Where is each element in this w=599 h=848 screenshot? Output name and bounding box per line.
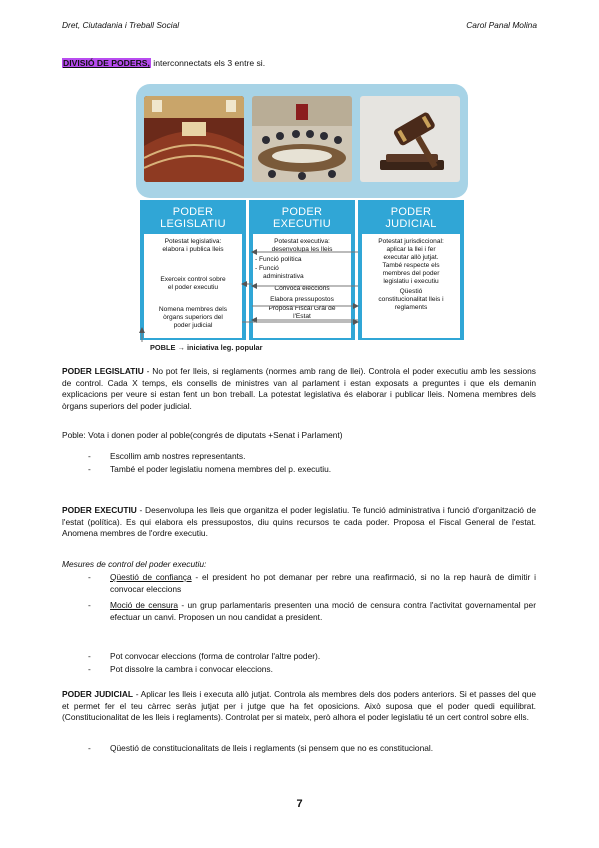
column-line: Nomena membres dels (158, 306, 228, 313)
paragraph-text: - No pot fer lleis, si reglaments (normes amb rang de llei). Controla el poder executiu amb les sessions de control. Cada X temps, els consells de ministres van al parlament i estan exposats a preguntes i que els demanin explicacions per veure si estan fent un bon treball. La potestat legislativa és elaborar i publicar lleis. Nomena membres dels òrgans superiors del poder judicial. (62, 366, 536, 411)
paragraph-text: - Desenvolupa les lleis que organitza el poder legislatiu. Te funció administrativa i funció d'organització de l'estat (política). Es qui elabora els pressupostos, diu quins recursos te cada poder. Proposa el Fiscal General de l'estat. Anomena membres de l'ordre executiu. (62, 505, 536, 539)
intro-highlight: DIVISIÓ DE PODERS, (63, 58, 150, 68)
section-title: PODER JUDICIAL (62, 689, 134, 699)
diagram-arrows (136, 84, 468, 356)
column-line: poder judicial (173, 322, 213, 329)
column-line: Proposa Fiscal Gral de (268, 305, 336, 312)
column-line: Qüestió (399, 288, 423, 295)
column-line: Elabora pressupostos (270, 296, 334, 303)
column-line: membres del poder (382, 270, 440, 277)
column-line: Exerceix control sobre (160, 276, 226, 283)
column-line: constitucionalitat lleis i (378, 296, 444, 303)
list-item: - Qüestió de constitucionalitats de lleis i reglaments (si pensem que no es constitucional. (88, 743, 434, 753)
list-item: - Qüestió de confiança - el president ho pot demanar per rebre una reafirmació, si no la rep haurà de dimitir i convocar eleccions (88, 572, 536, 594)
column-title: PODER LEGISLATIU (160, 206, 226, 230)
list-item: - Escollim amb nostres representants. (88, 451, 246, 461)
list-item: - També el poder legislatiu nomena membres del p. executiu. (88, 464, 332, 474)
paragraph-legislatiu (62, 366, 536, 412)
header-left: Dret, Ciutadania i Treball Social (62, 20, 180, 30)
column-line: administrativa (263, 273, 304, 280)
paragraph-text: - Aplicar les lleis i executa allò jutjat. Controla als membres dels dos poders anteriors. Si et passes del que et permet fer el teu càrrec seràs jutjat per i jutge que ha fet oposicions. Això suposa que el poder quedi equilibrat. (Constitucionalitat de les lleis i reglaments). Controlat per si mateix, però alhora el poder legislatiu té un cert control sobre ells. (62, 689, 536, 723)
separation-of-powers-diagram (136, 84, 468, 356)
section-title: PODER EXECUTIU (62, 505, 137, 515)
column-line: òrgans superiors del (163, 314, 223, 321)
column-line: elabora i publica lleis (162, 246, 224, 253)
column-line: aplicar la llei i fer (386, 246, 436, 253)
intro-line (62, 58, 265, 68)
column-line: Potestat legislativa: (164, 238, 222, 245)
column-line: el poder executiu (167, 284, 219, 291)
column-line: També respecte els (382, 262, 440, 269)
list-item: - Pot dissolre la cambra i convocar eleccions. (88, 664, 273, 674)
column-line: executar allò jutjat. (383, 254, 439, 261)
column-title: PODER JUDICIAL (385, 206, 437, 230)
column-line: - Funció política (255, 256, 302, 263)
column-line: Potestat jurisdiccional: (378, 238, 444, 245)
column-line: - Funció (255, 265, 279, 272)
column-line: legislatiu i executiu (383, 278, 439, 285)
paragraph-executiu (62, 505, 536, 540)
column-line: Convoca eleccions (274, 285, 330, 292)
list-item: - Pot convocar eleccions (forma de controlar l'altre poder). (88, 651, 321, 661)
column-line: Potestat executiva: (274, 238, 330, 245)
paragraph-judicial (62, 689, 536, 724)
list-item: - Moció de censura - un grup parlamentaris presenten una moció de censura contra l'activitat governamental per efectuar un canvi. Proposen un nou candidat a president. (88, 600, 536, 622)
intro-rest: interconnectats els 3 entre si. (150, 58, 266, 68)
mesures-title: Mesures de control del poder executiu: (62, 559, 207, 569)
paragraph-poble: Poble: Vota i donen poder al poble(congrés de diputats +Senat i Parlament) (62, 430, 343, 440)
column-line: desenvolupa les lleis (271, 246, 333, 253)
section-title: PODER LEGISLATIU (62, 366, 144, 376)
column-line: l'Estat (293, 313, 311, 320)
page-number: 7 (296, 798, 303, 810)
poble-label: POBLE → iniciativa leg. popular (150, 343, 263, 352)
column-line: reglaments (394, 304, 428, 311)
header-right: Carol Panal Molina (466, 20, 537, 30)
column-title: PODER EXECUTIU (272, 206, 332, 230)
